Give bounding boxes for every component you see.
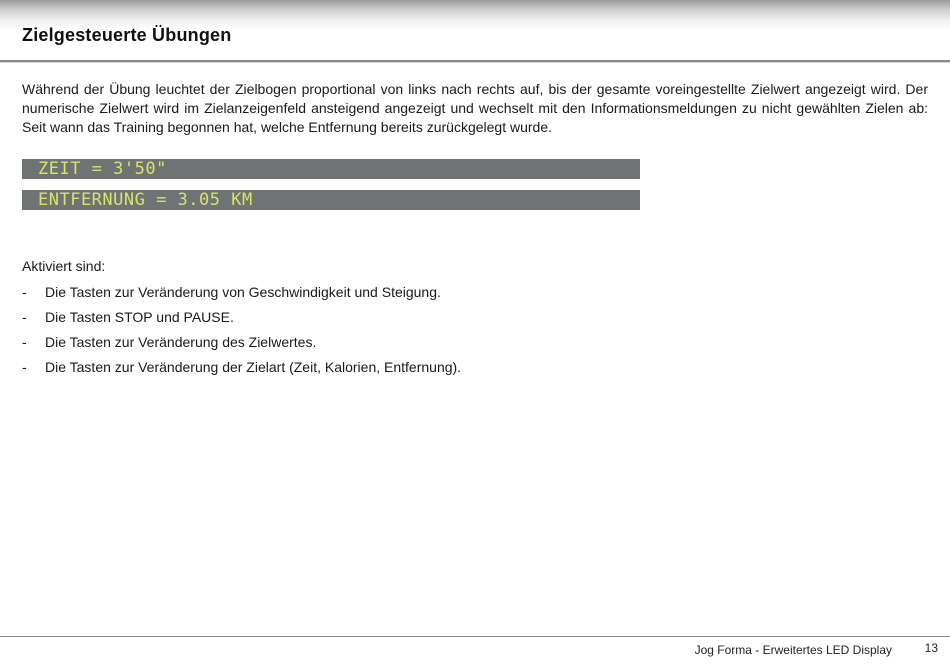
page-title: Zielgesteuerte Übungen (22, 25, 232, 45)
list-item-text: Die Tasten zur Veränderung der Zielart (Zeit, Kalorien, Entfernung). (45, 359, 462, 375)
lcd-display-distance: ENTFERNUNG = 3.05 KM (22, 190, 640, 210)
list-item-text: Die Tasten STOP und PAUSE. (45, 309, 234, 325)
bullet-dash: - (22, 359, 27, 375)
list-item-text: Die Tasten zur Veränderung des Zielwertes. (45, 334, 317, 350)
list-item-text: Die Tasten zur Veränderung von Geschwindigkeit und Steigung. (45, 284, 441, 300)
bullet-dash: - (22, 309, 27, 325)
bullet-dash: - (22, 334, 27, 350)
intro-paragraph: Während der Übung leuchtet der Zielbogen proportional von links nach rechts auf, bis der gesamte voreingestellte Zielwert angezeigt wird. Der numerische Zielwert wird im Zielanzeigenfeld ansteigend angezeigt und wechselt mit den Informationsmeldungen zu nicht gewählten Zielen ab: Seit wann das Training begonnen hat, welche Entfernung bereits zurückgelegt wurde. (22, 81, 928, 135)
footer-title: Jog Forma - Erweitertes LED Display (694, 643, 892, 657)
bullet-dash: - (22, 284, 27, 300)
page-number: 13 (924, 641, 938, 655)
footer-divider (0, 636, 950, 637)
activated-label: Aktiviert sind: (22, 258, 106, 274)
lcd-display-time: ZEIT = 3'50" (22, 159, 640, 179)
